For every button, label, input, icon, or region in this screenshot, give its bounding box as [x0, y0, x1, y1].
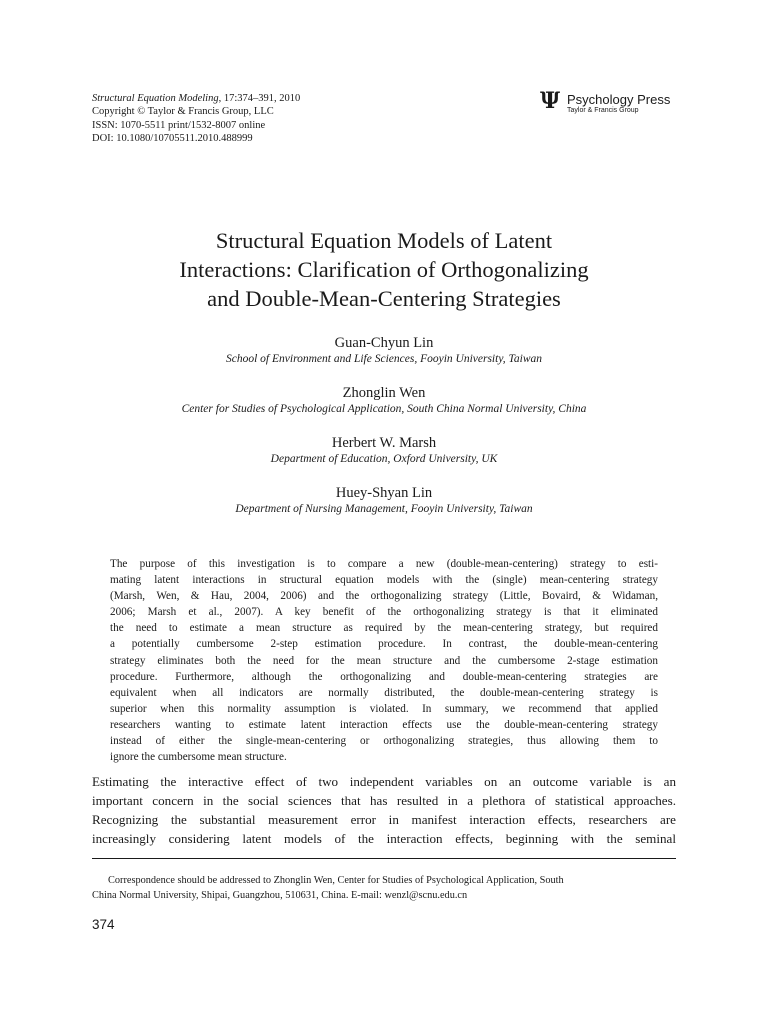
journal-meta — [92, 92, 300, 146]
title-line: Interactions: Clarification of Orthogonalizing — [179, 257, 589, 282]
abstract-line: 2006; Marsh et al., 2007). A key benefit of the orthogonalizing strategy is that it eliminated — [110, 606, 658, 619]
volume-pages: , 17:374–391, 2010 — [218, 93, 301, 104]
doi-line: DOI: 10.1080/10705511.2010.488999 — [92, 133, 253, 145]
author-block — [92, 384, 676, 434]
abstract-line: superior when this normality assumption is violated. In summary, we recommend that applied — [110, 702, 658, 715]
title-line: Structural Equation Models of Latent — [215, 228, 553, 253]
abstract-line: The purpose of this investigation is to compare a new (double-mean-centering) strategy to esti- — [110, 558, 658, 570]
author-block — [92, 434, 676, 484]
correspondence-footnote — [92, 873, 676, 903]
publisher-logo — [540, 88, 690, 122]
author-name: Huey-Shyan Lin — [335, 485, 433, 501]
page-number: 374 — [92, 917, 115, 932]
paper-title — [92, 226, 676, 313]
abstract-line: a potentially cumbersome 2-step estimation procedure. In contrast, the double-mean-centering — [110, 638, 658, 651]
author-list — [92, 334, 676, 534]
psi-icon: Ψ — [540, 88, 561, 114]
author-affiliation: Department of Nursing Management, Fooyin University, Taiwan — [235, 503, 533, 515]
issn-line: ISSN: 1070-5511 print/1532-8007 online — [92, 119, 266, 131]
abstract-line: instead of either the single-mean-centering or orthogonalizing strategies, thus allowing them to — [110, 735, 658, 748]
abstract-line: the need to estimate a mean structure as required by the mean-centering strategy, but required — [110, 622, 658, 635]
author-affiliation: Center for Studies of Psychological Application, South China Normal University, China — [181, 403, 587, 415]
author-block — [92, 484, 676, 534]
journal-citation — [92, 92, 300, 105]
footnote-line: Correspondence should be addressed to Zhonglin Wen, Center for Studies of Psychological Application, South — [108, 875, 564, 886]
abstract-line: ignore the cumbersome mean structure. — [110, 751, 287, 764]
author-affiliation: Department of Education, Oxford University, UK — [270, 453, 498, 465]
footnote-line: China Normal University, Shipai, Guangzhou, 510631, China. E-mail: wenzl@scnu.edu.cn — [92, 890, 468, 901]
publisher-name: Psychology Press — [567, 92, 671, 107]
footnote-divider — [92, 858, 676, 859]
publisher-group: Taylor & Francis Group — [567, 107, 639, 114]
body-line: increasingly considering latent models of the interaction effects, beginning with the seminal — [92, 831, 676, 846]
author-name: Guan-Chyun Lin — [334, 335, 434, 351]
abstract-line: researchers wanting to estimate latent interaction effects use the double-mean-centering strategy — [110, 718, 658, 731]
journal-name: Structural Equation Modeling — [92, 93, 219, 104]
body-text — [92, 772, 676, 848]
abstract-line: strategy eliminates both the need for the mean structure and the cumbersome 2-stage estimation — [110, 654, 658, 667]
author-block — [92, 334, 676, 384]
copyright-line: Copyright © Taylor & Francis Group, LLC — [92, 106, 274, 118]
author-name: Herbert W. Marsh — [331, 435, 437, 451]
abstract-line: (Marsh, Wen, & Hau, 2004, 2006) and the orthogonalizing strategy (Little, Bovaird, & Widaman, — [110, 590, 658, 603]
author-name: Zhonglin Wen — [342, 385, 426, 401]
body-line: important concern in the social sciences that has resulted in a plethora of statistical approaches. — [92, 793, 676, 808]
abstract-line: equivalent when all indicators are normally distributed, the double-mean-centering strategy is — [110, 686, 658, 699]
abstract-line: mating latent interactions in structural equation models with the (single) mean-centering strategy — [110, 574, 658, 587]
abstract-line: procedure. Furthermore, although the orthogonalizing and double-mean-centering strategies are — [110, 670, 658, 683]
author-affiliation: School of Environment and Life Sciences, Fooyin University, Taiwan — [226, 353, 542, 365]
body-line: Recognizing the substantial measurement error in manifest interaction effects, researchers are — [92, 812, 676, 827]
body-line: Estimating the interactive effect of two independent variables on an outcome variable is an — [92, 774, 676, 789]
abstract — [110, 556, 658, 765]
title-line: and Double-Mean-Centering Strategies — [207, 286, 561, 311]
